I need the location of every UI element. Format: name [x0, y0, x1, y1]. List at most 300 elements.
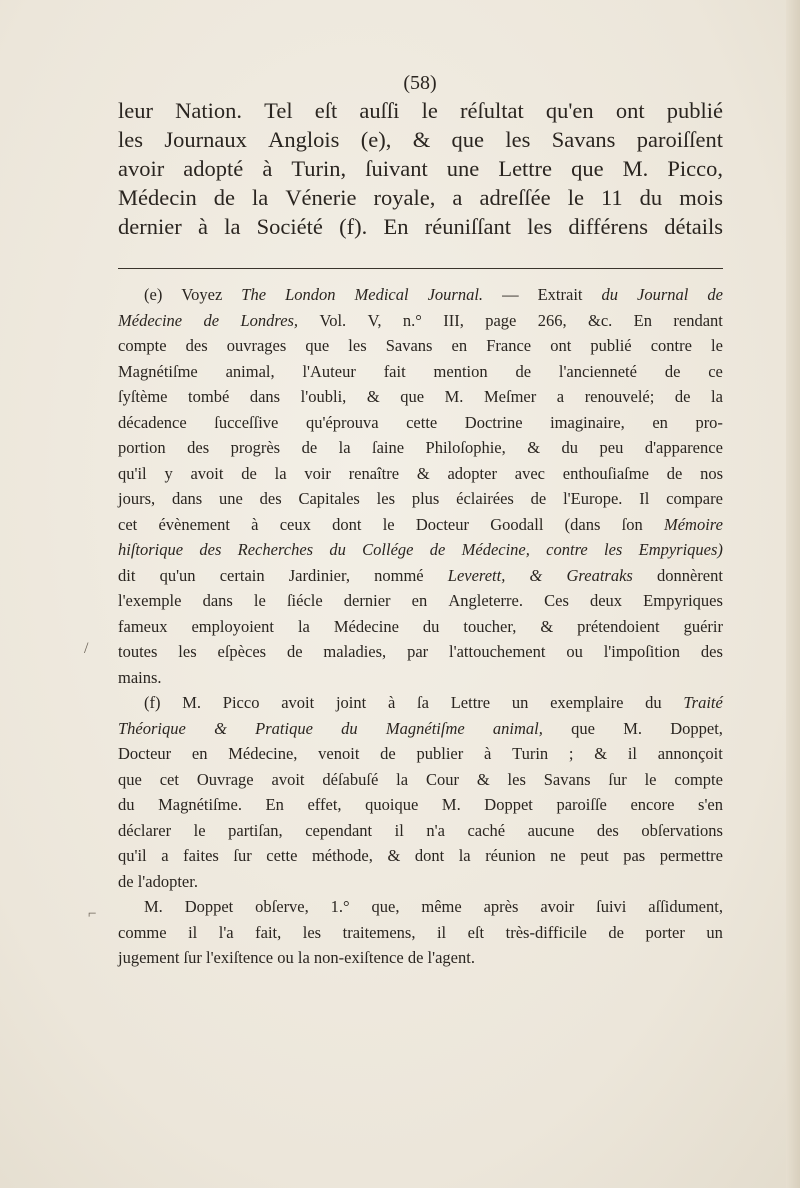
word: Philoſophie,	[425, 438, 506, 457]
word: Nation.	[175, 98, 243, 123]
footnote-line	[118, 818, 723, 844]
word: le	[253, 591, 266, 610]
word: la	[297, 948, 310, 967]
word: mains.	[118, 667, 162, 687]
word: les	[178, 642, 197, 661]
word: à	[197, 214, 208, 239]
footnote-line	[118, 486, 723, 512]
word: que,	[371, 897, 400, 916]
word: que	[571, 156, 604, 181]
word: nos	[700, 463, 723, 483]
word: les	[118, 127, 143, 152]
word: de	[407, 948, 424, 967]
word: les	[302, 922, 322, 942]
word: publié	[666, 98, 723, 123]
main-text	[118, 96, 723, 241]
word: Journal	[637, 285, 689, 304]
word: Société	[256, 214, 323, 239]
word: Doppet	[484, 795, 533, 814]
word: non-exiſtence	[313, 948, 404, 967]
word: détails	[664, 214, 723, 239]
footnote-line	[118, 945, 723, 971]
word: le	[711, 336, 723, 355]
word: de	[203, 310, 220, 330]
word: du	[118, 795, 135, 814]
word: contre	[650, 336, 692, 355]
word: cette	[406, 412, 438, 432]
word: que	[571, 718, 595, 738]
footnote-line	[118, 282, 723, 308]
main-line	[118, 183, 723, 212]
word: imaginaire,	[550, 412, 625, 432]
word: aucune	[527, 820, 575, 840]
word: V,	[367, 310, 382, 330]
main-line	[118, 96, 723, 125]
word: 1.°	[330, 897, 350, 916]
word: jours,	[118, 489, 156, 508]
word: Goodall	[490, 514, 544, 534]
word: Lettre	[450, 693, 491, 712]
word: s'en	[698, 795, 723, 814]
word: cet	[118, 514, 138, 534]
word: le	[193, 820, 206, 840]
word: faites	[183, 846, 219, 865]
word: renaître	[348, 463, 400, 483]
word: a	[556, 387, 565, 406]
word: publié	[590, 336, 632, 355]
word: M.	[622, 156, 649, 181]
word: éclairées	[456, 489, 514, 508]
word: En	[383, 214, 409, 239]
word: les	[507, 769, 526, 789]
word: ſon	[621, 514, 643, 534]
word: le	[421, 98, 438, 123]
word: différens	[568, 214, 648, 239]
word: &	[387, 846, 401, 865]
word: l'exemple	[118, 591, 182, 610]
word: Vénerie	[285, 185, 357, 210]
word: publier	[416, 744, 464, 763]
word: animal,	[492, 718, 543, 738]
word: décadence	[118, 412, 187, 432]
word: aſſidument,	[648, 897, 723, 916]
word: M.	[144, 897, 163, 916]
word: en	[191, 744, 208, 763]
word: méthode,	[311, 846, 373, 865]
word: Journal.	[427, 285, 484, 304]
word: l'a	[218, 922, 234, 942]
main-line	[118, 125, 723, 154]
word: ne	[550, 846, 566, 865]
word: Doppet,	[670, 718, 723, 738]
word: de	[674, 387, 691, 406]
footnote-rule	[118, 268, 723, 269]
word: ſuivi	[596, 897, 627, 916]
word: auſſi	[359, 98, 400, 123]
word: toutes	[118, 642, 158, 661]
word: Collége	[362, 540, 414, 559]
word: les	[603, 540, 623, 559]
word: III,	[443, 310, 464, 330]
footnote-line	[118, 512, 723, 538]
word: Empyriques)	[638, 540, 723, 559]
word: a	[452, 185, 463, 210]
footnote-line	[118, 741, 723, 767]
word: Pratique	[255, 718, 313, 738]
word: guérir	[683, 616, 723, 636]
word: d'apparence	[644, 438, 723, 457]
footnote-line	[118, 843, 723, 869]
word: qu'en	[545, 98, 594, 123]
word: partiſan,	[228, 820, 283, 840]
word: prétendoient	[577, 616, 660, 636]
footnote-line	[118, 792, 723, 818]
word: du	[341, 718, 358, 738]
word: les	[505, 127, 531, 152]
word: ſaine	[372, 438, 405, 457]
word: à	[387, 693, 396, 712]
word: Londres,	[240, 310, 299, 330]
word: une	[219, 489, 243, 508]
word: Lettre	[498, 156, 553, 181]
word: (f).	[339, 214, 368, 239]
word: en	[652, 412, 668, 432]
word: donnèrent	[656, 565, 723, 585]
page-edge	[786, 0, 800, 1188]
footnote-line	[118, 410, 723, 436]
word: tombé	[188, 387, 230, 406]
word: Ces	[544, 591, 569, 610]
word: de	[286, 642, 303, 661]
word: (e),	[360, 127, 392, 152]
word: dit	[118, 565, 136, 585]
word: ou	[566, 642, 583, 661]
word: M.	[441, 795, 461, 814]
word: Doppet	[184, 897, 234, 916]
word: fait,	[255, 922, 282, 942]
word: le	[644, 769, 657, 789]
word: France	[486, 336, 532, 355]
word: page	[485, 310, 517, 330]
word: &	[214, 718, 227, 738]
word: Extrait	[537, 285, 583, 304]
word: renouvelé;	[584, 387, 655, 406]
word: déſabuſé	[322, 769, 379, 789]
word: &c.	[587, 310, 613, 330]
word: une	[446, 156, 480, 181]
word: Capitales	[298, 489, 360, 508]
word: —	[502, 285, 519, 304]
word: du	[561, 438, 579, 457]
word: après	[483, 897, 519, 916]
word: la	[711, 387, 723, 406]
footnote-line	[118, 435, 723, 461]
word: évènement	[158, 514, 230, 534]
word: que	[118, 769, 142, 789]
footnote-line	[118, 639, 723, 665]
word: (f)	[144, 693, 161, 712]
word: Picco	[222, 693, 260, 712]
footnote-line	[118, 537, 723, 563]
word: Journaux	[164, 127, 247, 152]
word: l'oubli,	[300, 387, 347, 406]
word: ſa	[417, 693, 429, 712]
word: leur	[118, 98, 153, 123]
word: royale,	[373, 185, 436, 210]
word: traitemens,	[342, 922, 416, 942]
word: avoit	[190, 463, 224, 483]
word: il	[627, 744, 638, 763]
word: M.	[182, 693, 202, 712]
word: de	[666, 463, 683, 483]
word: n.°	[402, 310, 422, 330]
word: la	[224, 214, 241, 239]
word: Greatraks	[566, 565, 633, 585]
word: &	[594, 744, 608, 763]
word: un	[706, 922, 723, 942]
word: Empyriques	[643, 591, 723, 610]
word: obſerve,	[255, 897, 309, 916]
word: le	[567, 185, 584, 210]
word: la	[396, 769, 409, 789]
footnote-line	[118, 869, 723, 895]
word: des	[596, 820, 619, 840]
word: quoique	[365, 795, 419, 814]
word: Théorique	[118, 718, 186, 738]
word: &	[476, 769, 490, 789]
word: les	[376, 489, 396, 508]
word: &	[540, 616, 554, 636]
word: mention	[433, 361, 488, 381]
page-number: (58)	[403, 72, 437, 94]
word: qu'il	[118, 463, 147, 483]
word: Médecine	[333, 616, 399, 636]
word: Recherches	[237, 540, 314, 559]
word: à	[484, 744, 492, 763]
word: certain	[219, 565, 265, 585]
word: Doctrine	[464, 412, 523, 432]
word: Leverett,	[447, 565, 506, 585]
word: M.	[444, 387, 464, 406]
word: cette	[266, 846, 298, 865]
word: portion	[118, 438, 166, 457]
word: enthouſiaſme	[562, 463, 649, 483]
word: du	[645, 693, 662, 712]
word: ſiécle	[286, 591, 323, 610]
word: En	[633, 310, 652, 330]
footnote-line	[118, 588, 723, 614]
word: ont	[615, 98, 645, 123]
word: progrès	[230, 438, 281, 457]
word: adreſſée	[479, 185, 551, 210]
word: avec	[514, 463, 545, 483]
word: The	[241, 285, 267, 304]
word: nommé	[374, 565, 424, 585]
word: Médecine,	[228, 744, 298, 763]
word: Il	[639, 489, 650, 508]
word: du	[422, 616, 440, 636]
word: permettre	[659, 846, 723, 865]
word: voir	[304, 463, 331, 483]
word: 11	[600, 185, 623, 210]
word: Meſmer	[484, 387, 537, 406]
word: le	[382, 514, 395, 534]
word: 266,	[537, 310, 567, 330]
word: mois	[679, 185, 723, 210]
word: de	[301, 438, 318, 457]
footnote-line	[118, 767, 723, 793]
word: Docteur	[415, 514, 470, 534]
word: joint	[335, 693, 367, 712]
word: Turin	[512, 744, 549, 763]
word: qu'il	[118, 846, 147, 865]
word: Angleterre.	[448, 591, 523, 610]
word: ſur	[233, 846, 252, 865]
footnote-line	[118, 308, 723, 334]
word: l'Auteur	[302, 361, 356, 381]
word: Traité	[683, 693, 723, 712]
word: Savans	[385, 336, 433, 355]
footnote-line	[118, 384, 723, 410]
word: Médecine	[118, 310, 183, 330]
word: de	[241, 463, 257, 483]
footnote-line	[118, 690, 723, 716]
word: de	[213, 185, 235, 210]
word: &	[529, 565, 543, 585]
word: de	[118, 871, 134, 891]
word: l'attouchement	[449, 642, 546, 661]
word: dans	[202, 591, 233, 610]
word: de	[608, 922, 624, 942]
word: pas	[623, 846, 646, 865]
word: la	[252, 185, 269, 210]
word: il	[394, 820, 404, 840]
word: en	[411, 591, 428, 610]
word: paroiſſe	[556, 795, 607, 814]
word: contre	[546, 540, 588, 559]
footnote-line	[118, 333, 723, 359]
word: &	[527, 438, 541, 457]
word: (e)	[144, 285, 163, 304]
word: caché	[467, 820, 506, 840]
word: Tel	[264, 98, 293, 123]
word: ce	[708, 361, 723, 381]
footnote-line	[118, 359, 723, 385]
word: M.	[623, 718, 642, 738]
footnote-line	[118, 716, 723, 742]
word: venoit	[318, 744, 360, 763]
word: hiſtorique	[118, 540, 184, 559]
word: Ouvrage	[196, 769, 254, 789]
word: Savans	[543, 769, 591, 789]
word: il	[188, 922, 198, 942]
word: à	[251, 514, 259, 534]
word: &	[416, 463, 430, 483]
word: l'ancienneté	[558, 361, 637, 381]
word: des	[259, 489, 282, 508]
word: qu'un	[159, 565, 196, 585]
word: eſt	[467, 922, 485, 942]
word: porter	[645, 922, 685, 942]
word: Docteur	[118, 744, 172, 763]
word: à	[262, 156, 273, 181]
word: l'adopter.	[137, 871, 198, 891]
word: &	[366, 387, 380, 406]
word: de	[515, 361, 532, 381]
word: jugement	[118, 948, 180, 967]
word: n'a	[426, 820, 445, 840]
footnote-line	[118, 614, 723, 640]
word: a	[161, 846, 169, 865]
word: compte	[118, 336, 167, 355]
word: peut	[580, 846, 609, 865]
word: de	[380, 744, 396, 763]
main-line	[118, 212, 723, 241]
word: ſucceſſive	[214, 412, 279, 432]
word: réunion	[485, 846, 536, 865]
word: adopter	[447, 463, 497, 483]
word: la	[458, 846, 471, 865]
word: de	[664, 361, 681, 381]
word: Vol.	[319, 310, 347, 330]
word: il	[436, 922, 447, 942]
word: ouvrages	[226, 336, 287, 355]
word: du	[329, 540, 346, 559]
word: les	[527, 214, 553, 239]
word: paroiſſent	[636, 127, 723, 152]
word: l'impoſition	[603, 642, 681, 661]
word: Médecin	[118, 185, 197, 210]
word: la	[338, 438, 351, 457]
word: exemplaire	[550, 693, 624, 712]
word: de	[707, 285, 723, 304]
word: de	[530, 489, 547, 508]
word: London	[285, 285, 336, 304]
word: &	[412, 127, 431, 152]
word: du	[601, 285, 619, 304]
word: ;	[568, 744, 574, 763]
word: ſuivant	[365, 156, 428, 181]
word: que	[400, 387, 425, 406]
word: même	[421, 897, 462, 916]
word: Jardinier,	[288, 565, 350, 585]
word: maladies,	[323, 642, 387, 661]
word: réſultat	[459, 98, 524, 123]
word: Magnétiſme.	[158, 795, 242, 814]
word: par	[407, 642, 429, 661]
word: annonçoit	[657, 744, 723, 763]
footnote-line	[118, 665, 723, 691]
word: que	[451, 127, 485, 152]
word: ſur	[608, 769, 627, 789]
word: des	[199, 540, 222, 559]
word: fameux	[118, 616, 168, 636]
word: dernier	[118, 214, 182, 239]
word: l'exiſtence	[206, 948, 274, 967]
footnote-line	[118, 461, 723, 487]
word: dont	[414, 846, 445, 865]
margin-pencil-mark: /	[84, 640, 89, 657]
word: y	[164, 463, 173, 483]
word: eſt	[314, 98, 338, 123]
word: qu'éprouva	[305, 412, 379, 432]
word: des	[700, 642, 723, 661]
word: deux	[589, 591, 623, 610]
word: avoit	[271, 769, 305, 789]
word: plus	[411, 489, 440, 508]
word: ſyſtème	[118, 387, 168, 406]
word: Médecine,	[461, 540, 530, 559]
